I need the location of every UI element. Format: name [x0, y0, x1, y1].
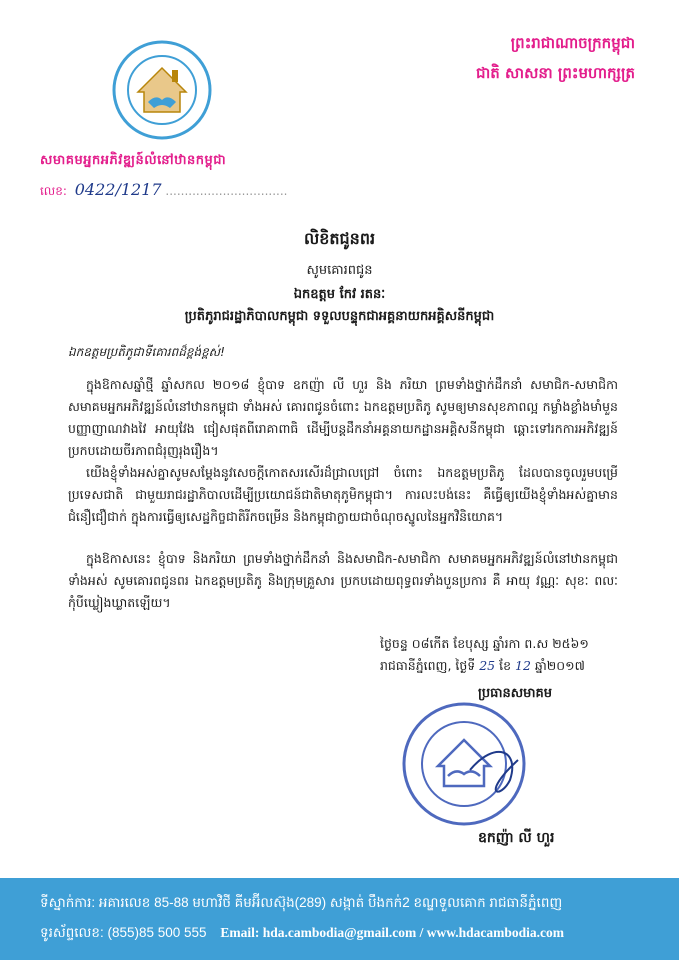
reference-number: 0422/1217	[74, 180, 162, 199]
recipient-name: ឯកឧត្តម កែវ រតនៈ	[293, 287, 386, 302]
footer-email-web: Email: hda.cambodia@gmail.com / www.hdacambodia.com	[220, 925, 565, 940]
date-day: 25	[479, 658, 496, 673]
official-stamp	[400, 700, 528, 828]
paragraph-1: ក្នុងឱកាសឆ្នាំថ្មី ឆ្នាំសកល ២០១៨ ខ្ញុំបាទ ឧកញ៉ា លី ហួរ និង ភរិយា ព្រមទាំងថ្នាក់ដឹកនាំ សមាជិក-សមាជិកា សមាគមអ្នកអភិវឌ្ឍន៍លំនៅឋានកម្ពុជា ទាំងអស់ គោរពជូនចំពោះ ឯកឧត្តមប្រតិភូ សូមឲ្យមានសុខភាពល្អ កម្លាំងខ្លាំងមាំមួន បញ្ញាញាណវាងវៃ អាយុវែង ជៀសផុតពីរោគាពាធិ ដើម្បីបន្តដឹកនាំអគ្គនាយកដ្ឋានអគ្គិសនីកម្ពុជា ឆ្ពោះទៅរកការអភិវឌ្ឍន៍ ប្រកបដោយចីរភាពជំរុញរុងរឿង។	[68, 377, 618, 458]
reference-line: លេខ: 0422/1217 ................................	[40, 180, 288, 199]
recipient-position: ប្រតិភូរាជរដ្ឋាភិបាលកម្ពុជា ទទួលបន្ទុកជាអគ្គនាយកអគ្គិសនីកម្ពុជា	[184, 309, 495, 324]
date-month: 12	[515, 658, 531, 673]
lunar-date: ថ្ងៃចន្ទ ០៨កើត ខែបុស្ស ឆ្នាំរកា ព.ស ២៥៦១	[380, 636, 589, 651]
letter-title: លិខិតជូនពរ	[303, 229, 376, 248]
association-logo	[112, 40, 212, 140]
date-year: ឆ្នាំ២០១៧	[534, 658, 585, 673]
paragraph-2: យើងខ្ញុំទាំងអស់គ្នាសូមសម្តែងនូវសេចក្តីកោតសរសើរដ៏ជ្រាលជ្រៅ ចំពោះ ឯកឧត្តមប្រតិភូ ដែលបានចូលរួមបម្រើ ប្រទេសជាតិ ជាមួយរាជរដ្ឋាភិបាលដើម្បីប្រយោជន៍ជាតិមាតុភូមិកម្ពុជា។ ការលះបង់នេះ គឺធ្វើឲ្យយើងខ្ញុំទាំងអស់គ្នាមានជំនឿជឿជាក់ ក្នុងការធ្វើឲ្យសេដ្ឋកិច្ចជាតិរីកចម្រើន និងកម្ពុជាក្លាយជាចំណុចស្នូលនៃអ្នកវិនិយោគ។	[68, 465, 618, 524]
footer-address: ទីស្នាក់ការ: អគារលេខ 85-88 មហាវិថី គីមអ៊ីលស៊ុង(289) សង្កាត់ បឹងកក់2 ខណ្ឌទួលគោក រាជធានីភ្នំពេញ	[40, 895, 563, 910]
organization-name: សមាគមអ្នកអភិវឌ្ឍន៍លំនៅឋានកម្ពុជា	[40, 153, 227, 168]
place-date	[380, 658, 585, 677]
reference-label: លេខ:	[40, 184, 67, 198]
footer-contact	[40, 924, 564, 944]
footer-phone: ទូរស័ព្ទលេខ: (855)85 500 555	[40, 925, 207, 940]
date-month-label: ខែ	[499, 658, 512, 673]
signer-name: ឧកញ៉ា លី ហួរ	[478, 830, 555, 846]
paragraph-3: ក្នុងឱកាសនេះ ខ្ញុំបាទ និងភរិយា ព្រមទាំងថ្នាក់ដឹកនាំ និងសមាជិក-សមាជិកា សមាគមអ្នកអភិវឌ្ឍន៍លំនៅឋានកម្ពុជាទាំងអស់ សូមគោរពជូនពរ ឯកឧត្តមប្រតិភូ និងក្រុមគ្រួសារ ប្រកបដោយពុទ្ធពរទាំងបួនប្រការ គឺ អាយុ វណ្ណៈ សុខៈ ពលៈ កុំបីឃ្លៀងឃ្លាតឡើយ។	[68, 551, 618, 610]
kingdom-title: ព្រះរាជាណាចក្រកម្ពុជា	[510, 34, 635, 52]
salutation: ឯកឧត្តមប្រតិភូជាទីគោរពដ៏ខ្ពង់ខ្ពស់!	[68, 345, 225, 359]
national-motto: ជាតិ សាសនា ព្រះមហាក្សត្រ	[476, 64, 635, 82]
signer-title: ប្រធានសមាគម	[478, 686, 553, 701]
recipient-greeting: សូមគោរពជូន	[306, 263, 373, 278]
footer-bar	[0, 878, 679, 960]
date-prefix: រាជធានីភ្នំពេញ, ថ្ងៃទី	[380, 658, 476, 673]
